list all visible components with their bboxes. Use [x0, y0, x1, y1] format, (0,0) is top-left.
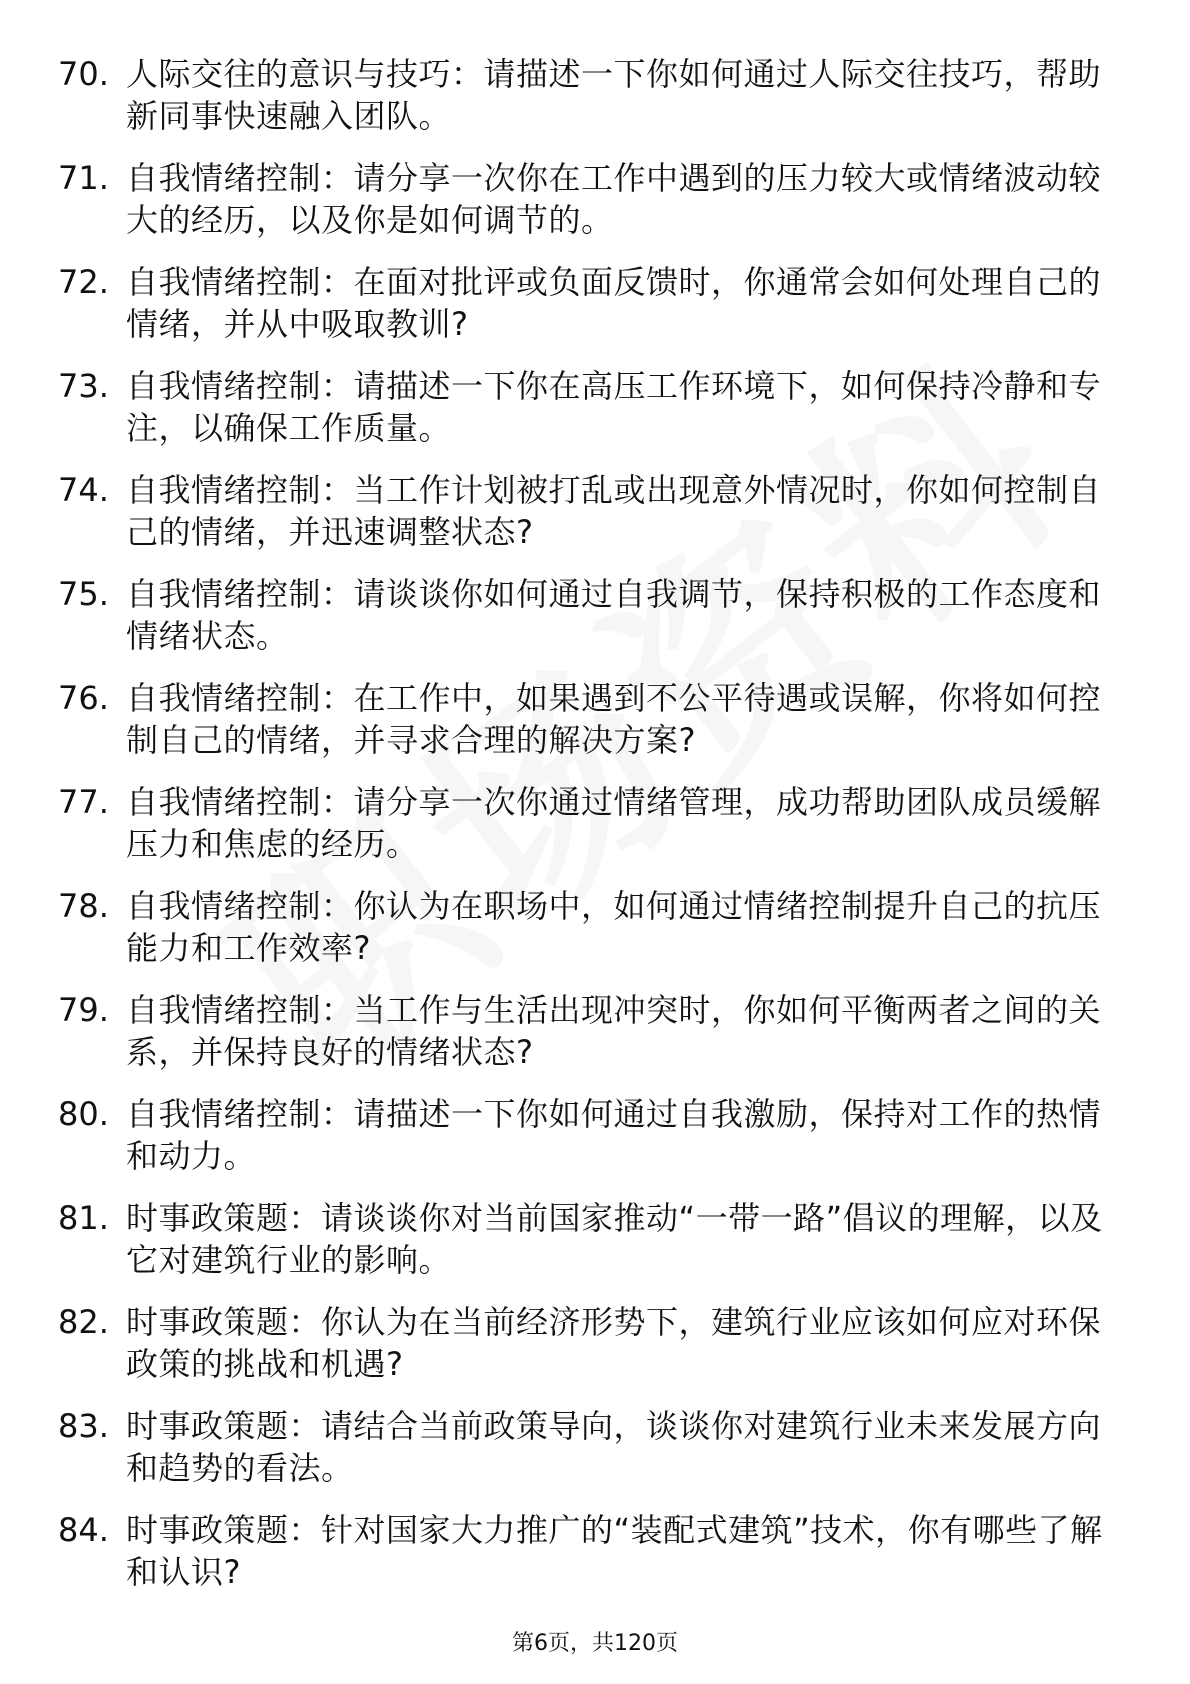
question-item [0, 885, 1190, 989]
question-text: 自我情绪控制：在工作中，如果遇到不公平待遇或误解，你将如何控制自己的情绪，并寻求合理的解决方案? [126, 679, 1102, 759]
page-number-label: 第6页，共120页 [512, 1631, 678, 1656]
page-footer [0, 1630, 1190, 1658]
question-text: 自我情绪控制：你认为在职场中，如何通过情绪控制提升自己的抗压能力和工作效率? [126, 887, 1102, 967]
question-item [0, 1509, 1190, 1613]
question-text: 自我情绪控制：请描述一下你如何通过自我激励，保持对工作的热情和动力。 [126, 1095, 1102, 1175]
question-number: 73. [58, 367, 109, 405]
question-number: 77. [58, 783, 109, 821]
question-text: 时事政策题：请结合当前政策导向，谈谈你对建筑行业未来发展方向和趋势的看法。 [126, 1407, 1102, 1487]
question-item [0, 157, 1190, 261]
question-text: 时事政策题：你认为在当前经济形势下，建筑行业应该如何应对环保政策的挑战和机遇? [126, 1303, 1102, 1383]
question-item [0, 1405, 1190, 1509]
question-text: 时事政策题：请谈谈你对当前国家推动“一带一路”倡议的理解，以及它对建筑行业的影响。 [126, 1199, 1103, 1279]
question-text: 时事政策题：针对国家大力推广的“装配式建筑”技术，你有哪些了解和认识? [126, 1511, 1103, 1591]
question-item [0, 1301, 1190, 1405]
question-number: 75. [58, 575, 109, 613]
question-text: 人际交往的意识与技巧：请描述一下你如何通过人际交往技巧，帮助新同事快速融入团队。 [126, 55, 1102, 135]
question-number: 84. [58, 1511, 109, 1549]
question-text: 自我情绪控制：当工作计划被打乱或出现意外情况时，你如何控制自己的情绪，并迅速调整状态? [126, 471, 1102, 551]
question-item [0, 53, 1190, 157]
question-text: 自我情绪控制：当工作与生活出现冲突时，你如何平衡两者之间的关系，并保持良好的情绪状态? [126, 991, 1102, 1071]
question-item [0, 1093, 1190, 1197]
question-text: 自我情绪控制：在面对批评或负面反馈时，你通常会如何处理自己的情绪，并从中吸取教训? [126, 263, 1102, 343]
question-number: 70. [58, 55, 109, 93]
question-number: 79. [58, 991, 109, 1029]
question-text: 自我情绪控制：请分享一次你通过情绪管理，成功帮助团队成员缓解压力和焦虑的经历。 [126, 783, 1102, 863]
question-text: 自我情绪控制：请分享一次你在工作中遇到的压力较大或情绪波动较大的经历，以及你是如何调节的。 [126, 159, 1102, 239]
question-number: 71. [58, 159, 109, 197]
question-number: 78. [58, 887, 109, 925]
question-number: 74. [58, 471, 109, 509]
question-item [0, 261, 1190, 365]
question-number: 80. [58, 1095, 109, 1133]
question-number: 82. [58, 1303, 109, 1341]
question-item [0, 365, 1190, 469]
question-number: 76. [58, 679, 109, 717]
question-item [0, 1197, 1190, 1301]
question-item [0, 781, 1190, 885]
question-text: 自我情绪控制：请描述一下你在高压工作环境下，如何保持冷静和专注，以确保工作质量。 [126, 367, 1102, 447]
question-number: 83. [58, 1407, 109, 1445]
question-item [0, 677, 1190, 781]
question-number: 81. [58, 1199, 109, 1237]
question-item [0, 573, 1190, 677]
question-number: 72. [58, 263, 109, 301]
question-list [0, 53, 1190, 1613]
question-item [0, 469, 1190, 573]
question-text: 自我情绪控制：请谈谈你如何通过自我调节，保持积极的工作态度和情绪状态。 [126, 575, 1102, 655]
question-item [0, 989, 1190, 1093]
